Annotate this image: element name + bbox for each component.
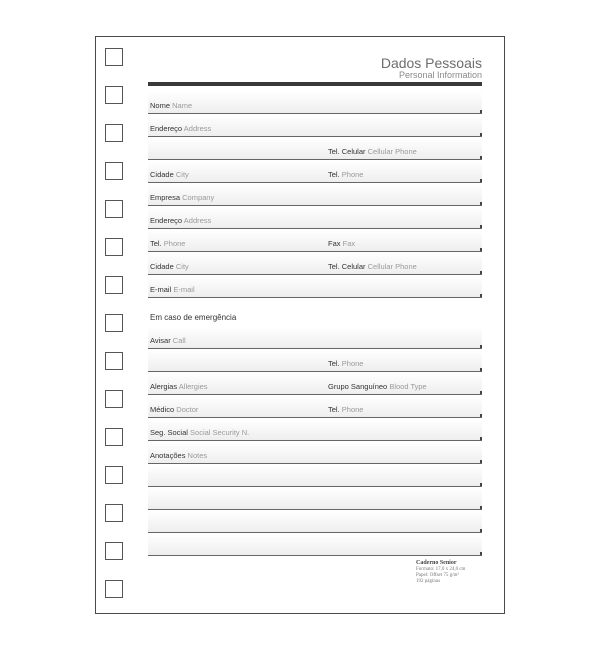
binder-hole	[105, 390, 123, 408]
field-label: Tel. Phone	[328, 359, 364, 368]
page-title: Dados Pessoais	[380, 55, 482, 71]
form-row-phone-fax[interactable]	[148, 230, 482, 252]
planner-page	[95, 36, 505, 614]
binder-hole	[105, 124, 123, 142]
form-row-emergency-phone[interactable]	[148, 350, 482, 372]
field-label: Tel. Phone	[150, 239, 186, 248]
form-row-social-security[interactable]	[148, 419, 482, 441]
product-paper: Papel: Offset 75 g/m²	[416, 573, 459, 579]
field-label: Tel. Phone	[328, 170, 364, 179]
binder-hole	[105, 162, 123, 180]
binder-hole	[105, 238, 123, 256]
field-label: Cidade City	[150, 170, 189, 179]
form-row-notes[interactable]	[148, 442, 482, 464]
emergency-heading: Em caso de emergência	[150, 313, 237, 322]
page-subtitle: Personal Information	[398, 70, 482, 80]
form-row-notes-line[interactable]	[148, 511, 482, 533]
form-row-address[interactable]	[148, 115, 482, 137]
product-format: Formato: 17,0 x 24,0 cm	[416, 567, 466, 572]
field-label: Tel. Phone	[328, 405, 364, 414]
binder-hole	[105, 428, 123, 446]
form-row-cellphone[interactable]	[148, 138, 482, 160]
field-label: Anotações Notes	[150, 451, 208, 460]
form-row-company-address[interactable]	[148, 207, 482, 229]
field-label: Tel. Celular Cellular Phone	[328, 262, 417, 271]
field-label: Endereço Address	[150, 216, 212, 225]
binder-hole	[105, 86, 123, 104]
field-label: Empresa Company	[150, 193, 215, 202]
binder-hole	[105, 352, 123, 370]
field-label: Grupo Sanguíneo Blood Type	[328, 382, 427, 391]
form-row-notes-line[interactable]	[148, 488, 482, 510]
product-info	[416, 560, 465, 586]
field-label: Tel. Celular Cellular Phone	[328, 147, 417, 156]
form-row-name[interactable]	[148, 92, 482, 114]
title-rule	[148, 82, 482, 86]
product-pages: 192 páginas	[416, 579, 441, 585]
form-row-doctor-phone[interactable]	[148, 396, 482, 418]
binder-hole	[105, 48, 123, 66]
binder-hole	[105, 276, 123, 294]
binder-hole	[105, 542, 123, 560]
field-label: Nome Name	[150, 101, 193, 110]
field-label: Avisar Call	[150, 336, 186, 345]
binder-hole	[105, 200, 123, 218]
form-row-notes-line[interactable]	[148, 465, 482, 487]
binder-hole	[105, 504, 123, 522]
form-row-city-phone[interactable]	[148, 161, 482, 183]
binder-hole	[105, 314, 123, 332]
form-row-notes-line[interactable]	[148, 534, 482, 556]
form-row-city-cellphone[interactable]	[148, 253, 482, 275]
form-row-email[interactable]	[148, 276, 482, 298]
field-label: Fax Fax	[328, 239, 356, 248]
field-label: Médico Doctor	[150, 405, 199, 414]
binder-hole	[105, 466, 123, 484]
field-label: E-mail E-mail	[150, 285, 195, 294]
field-label: Alergias Allergies	[150, 382, 208, 391]
form-row-company[interactable]	[148, 184, 482, 206]
binder-hole	[105, 580, 123, 598]
form-row-notify[interactable]	[148, 327, 482, 349]
product-name: Caderno Senior	[416, 560, 457, 566]
form-row-allergies-blood[interactable]	[148, 373, 482, 395]
field-label: Seg. Social Social Security N.	[150, 428, 250, 437]
field-label: Cidade City	[150, 262, 189, 271]
field-label: Endereço Address	[150, 124, 212, 133]
